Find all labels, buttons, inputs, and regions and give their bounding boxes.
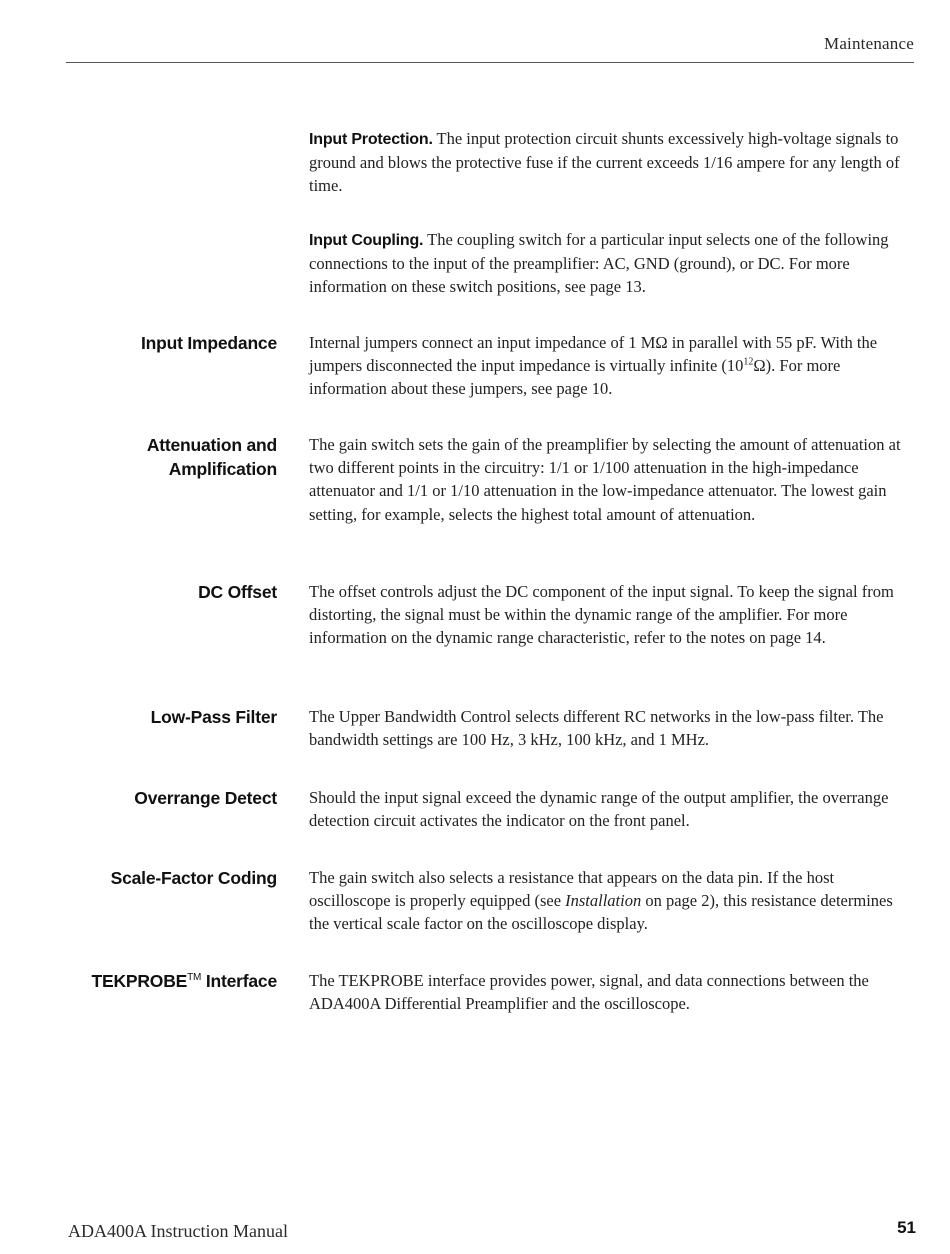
- heading-part: Interface: [201, 971, 277, 991]
- text-part: Internal jumpers connect an input impedance of 1 MΩ in parallel with 55 pF. With the jumpers disconnected the input impedance is virtually infinite (10: [309, 333, 878, 376]
- section-text-input-impedance: [309, 331, 915, 401]
- section-heading-dc-offset: DC Offset: [198, 582, 277, 602]
- section-text-low-pass-filter: The Upper Bandwidth Control selects different RC networks in the low-pass filter. The bandwidth settings are 100 Hz, 3 kHz, 100 kHz, and 1 MHz.: [309, 707, 884, 750]
- section-text-attenuation-amplification: The gain switch sets the gain of the preamplifier by selecting the amount of attenuation at two different points in the circuitry: 1/1 or 1/100 attenuation in the high-impedance attenuator and 1/1 or 1/10 attenuation in the low-impedance attenuator. The lowest gain setting, for example, selects the highest total amount of attenuation.: [309, 435, 901, 524]
- italic-reference: Installation: [565, 891, 642, 911]
- heading-line: Amplification: [168, 459, 277, 479]
- section-heading-overrange-detect: Overrange Detect: [134, 788, 277, 808]
- run-in-heading-input-protection: Input Protection.: [309, 131, 433, 148]
- section-text-tekprobe-interface: The TEKPROBE interface provides power, signal, and data connections between the ADA400A Differential Preamplifier and the oscilloscope.: [309, 971, 869, 1014]
- paragraph-input-coupling: [309, 228, 915, 299]
- section-text-dc-offset: The offset controls adjust the DC component of the input signal. To keep the signal from distorting, the signal must be within the dynamic range of the amplifier. For more information on the dynamic range characteristic, refer to the notes on page 14.: [309, 582, 894, 648]
- header-rule: [66, 62, 914, 63]
- section-text-overrange-detect: Should the input signal exceed the dynamic range of the output amplifier, the overrange detection circuit activates the indicator on the front panel.: [309, 788, 889, 831]
- section-text-scale-factor-coding: [309, 866, 915, 936]
- text-part: on page 2), this resistance determines the vertical scale factor on the oscilloscope display.: [309, 891, 893, 934]
- heading-line: Attenuation and: [146, 435, 277, 455]
- run-in-heading-input-coupling: Input Coupling.: [309, 232, 424, 249]
- text-part: Ω). For more information about these jumpers, see page 10.: [309, 356, 841, 399]
- text-part: The gain switch also selects a resistance that appears on the data pin. If the host oscilloscope is properly equipped (see: [309, 868, 835, 911]
- section-heading-input-impedance: Input Impedance: [140, 333, 277, 353]
- section-heading-low-pass-filter: Low-Pass Filter: [150, 707, 277, 727]
- trademark-superscript: TM: [187, 972, 202, 984]
- header-title: Maintenance: [824, 34, 914, 53]
- heading-part: TEKPROBE: [91, 971, 188, 991]
- section-heading-scale-factor-coding: Scale-Factor Coding: [110, 868, 277, 888]
- paragraph-text: The coupling switch for a particular input selects one of the following connections to the input of the preamplifier: AC, GND (ground), or DC. For more information on these switch positions, see page 13.: [309, 230, 889, 297]
- paragraph-input-protection: [309, 127, 915, 198]
- footer-page-number: 51: [897, 1218, 916, 1237]
- section-heading-attenuation-amplification: [37, 433, 277, 481]
- section-heading-tekprobe-interface: [17, 969, 277, 993]
- paragraph-text: The input protection circuit shunts excessively high-voltage signals to ground and blows the protective fuse if the current exceeds 1/16 ampere for any length of time.: [309, 129, 900, 196]
- superscript: 12: [743, 356, 754, 368]
- footer-manual-title: ADA400A Instruction Manual: [68, 1221, 288, 1241]
